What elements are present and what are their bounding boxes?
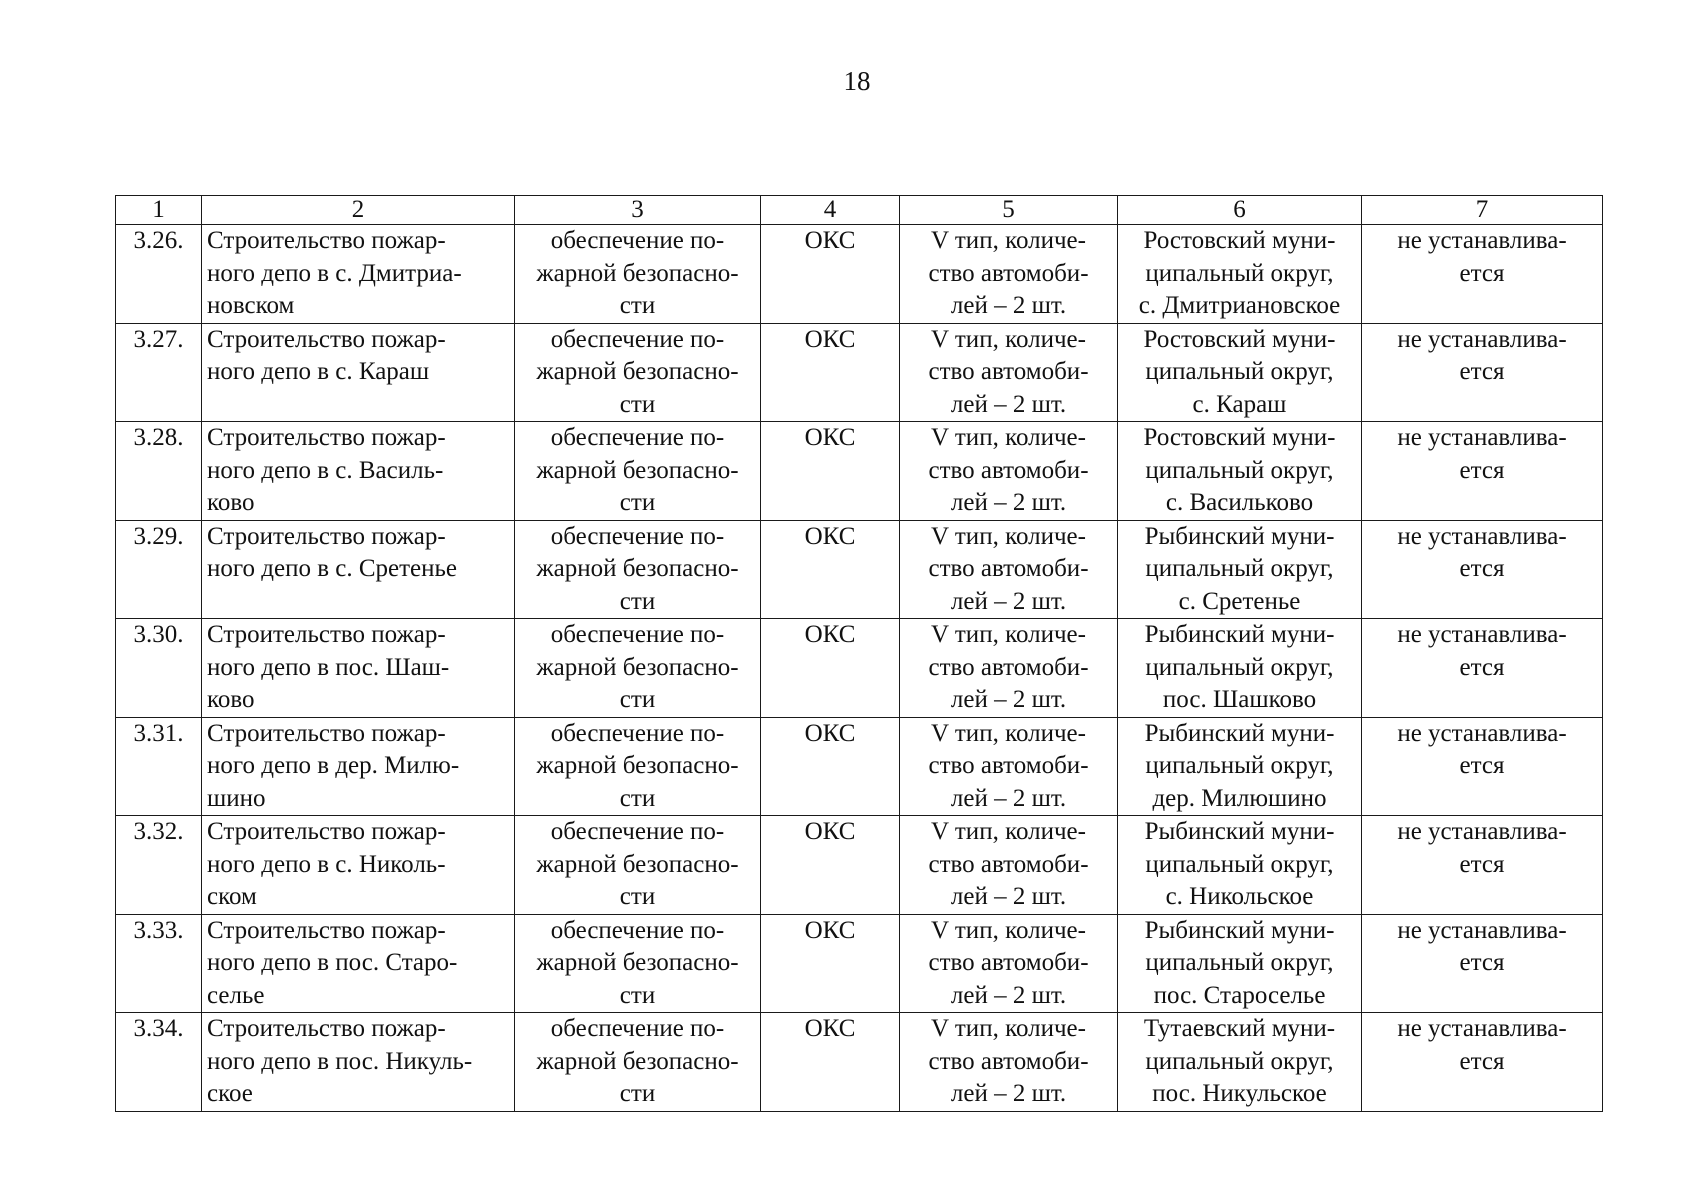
cell-text-line: сти <box>619 883 656 910</box>
cell-text-line: пос. Шашково <box>1162 686 1317 713</box>
cell-text-line: V тип, количе- <box>931 227 1086 254</box>
cell-text-line: обеспечение по- <box>550 424 725 451</box>
row-number-cell: 3.28. <box>116 422 202 521</box>
column-header: 5 <box>900 196 1118 225</box>
cell-text-line: новском <box>207 292 295 319</box>
object-type-cell: ОКС <box>761 520 900 619</box>
object-name-cell <box>202 914 515 1013</box>
specification-cell <box>900 914 1118 1013</box>
cell-text-line: V тип, количе- <box>931 818 1086 845</box>
cell-text-line: ного депо в с. Николь- <box>207 850 446 878</box>
cell-text-line: ство автомоби- <box>928 752 1089 779</box>
cell-text-line: ципальный округ, <box>1145 752 1334 779</box>
cell-text-line: V тип, количе- <box>931 325 1086 353</box>
object-name-cell <box>202 225 515 324</box>
cell-text-line: с. Никольское <box>1165 883 1314 910</box>
object-type-cell: ОКС <box>761 619 900 718</box>
purpose-cell <box>515 323 761 422</box>
cell-text-line: ется <box>1459 456 1505 484</box>
row-number-cell: 3.31. <box>116 717 202 816</box>
object-type-cell: ОКС <box>761 323 900 422</box>
location-cell <box>1118 816 1362 915</box>
cell-text-line: селье <box>207 981 265 1009</box>
cell-text-line: ципальный округ, <box>1145 555 1334 582</box>
cell-text-line: ется <box>1459 555 1505 582</box>
cell-text-line: Рыбинский муни- <box>1144 818 1335 845</box>
cell-text-line: V тип, количе- <box>931 1015 1086 1042</box>
cell-text-line: V тип, количе- <box>931 916 1086 944</box>
cell-text-line: жарной безопасно- <box>536 752 739 779</box>
cell-text-line: V тип, количе- <box>931 719 1086 747</box>
cell-text-line: жарной безопасно- <box>536 358 739 385</box>
object-name-cell <box>202 717 515 816</box>
purpose-cell <box>515 225 761 324</box>
cell-text-line: жарной безопасно- <box>536 1047 739 1075</box>
cell-text-line: лей – 2 шт. <box>950 784 1067 812</box>
cell-text-line: жарной безопасно- <box>536 949 739 976</box>
cell-text-line: ство автомоби- <box>928 653 1089 681</box>
zone-note-cell <box>1362 323 1603 422</box>
cell-text-line: Ростовский муни- <box>1143 424 1336 451</box>
cell-text-line: лей – 2 шт. <box>950 489 1067 516</box>
cell-text-line: ется <box>1459 259 1505 287</box>
cell-text-line: ется <box>1459 752 1505 779</box>
purpose-cell <box>515 914 761 1013</box>
cell-text-line: лей – 2 шт. <box>950 686 1067 713</box>
cell-text-line: жарной безопасно- <box>536 259 739 287</box>
cell-text-line: ское <box>207 1080 253 1107</box>
table-row <box>116 816 1603 915</box>
cell-text-line: Строительство пожар- <box>207 1015 446 1042</box>
cell-text-line: ципальный округ, <box>1145 259 1334 287</box>
cell-text-line: Рыбинский муни- <box>1144 621 1335 648</box>
location-cell <box>1118 225 1362 324</box>
cell-text-line: сти <box>619 686 656 713</box>
cell-text-line: ного депо в пос. Никуль- <box>207 1047 473 1075</box>
cell-text-line: сти <box>619 390 656 418</box>
cell-text-line: не устанавлива- <box>1397 621 1567 648</box>
cell-text-line: сти <box>619 292 656 319</box>
cell-text-line: не устанавлива- <box>1397 424 1567 451</box>
purpose-cell <box>515 717 761 816</box>
cell-text-line: ково <box>207 686 255 713</box>
cell-text-line: сти <box>619 489 656 516</box>
cell-text-line: обеспечение по- <box>550 916 725 944</box>
location-cell <box>1118 1013 1362 1112</box>
cell-text-line: ципальный округ, <box>1145 949 1334 976</box>
cell-text-line: дер. Милюшино <box>1152 784 1327 812</box>
cell-text-line: Ростовский муни- <box>1143 227 1336 254</box>
cell-text-line: ципальный округ, <box>1145 358 1334 385</box>
cell-text-line: лей – 2 шт. <box>950 587 1067 615</box>
zone-note-cell <box>1362 619 1603 718</box>
cell-text-line: не устанавлива- <box>1397 719 1567 747</box>
cell-text-line: сти <box>619 587 656 615</box>
cell-text-line: V тип, количе- <box>931 522 1086 550</box>
row-number-cell: 3.33. <box>116 914 202 1013</box>
cell-text-line: обеспечение по- <box>550 227 725 254</box>
cell-text-line: обеспечение по- <box>550 621 725 648</box>
cell-text-line: V тип, количе- <box>931 621 1086 648</box>
column-header: 3 <box>515 196 761 225</box>
specification-cell <box>900 520 1118 619</box>
cell-text-line: лей – 2 шт. <box>950 981 1067 1009</box>
purpose-cell <box>515 619 761 718</box>
cell-text-line: с. Караш <box>1192 390 1287 418</box>
cell-text-line: обеспечение по- <box>550 1015 725 1042</box>
cell-text-line: пос. Никульское <box>1152 1080 1327 1107</box>
cell-text-line: ципальный округ, <box>1145 1047 1334 1075</box>
zone-note-cell <box>1362 422 1603 521</box>
object-type-cell: ОКС <box>761 422 900 521</box>
cell-text-line: сти <box>619 981 656 1009</box>
cell-text-line: сти <box>619 1080 656 1107</box>
zone-note-cell <box>1362 717 1603 816</box>
cell-text-line: Ростовский муни- <box>1143 325 1336 353</box>
cell-text-line: Рыбинский муни- <box>1144 719 1335 747</box>
cell-text-line: обеспечение по- <box>550 719 725 747</box>
cell-text-line: жарной безопасно- <box>536 555 739 582</box>
cell-text-line: ство автомоби- <box>928 555 1089 582</box>
object-name-cell <box>202 816 515 915</box>
object-type-cell: ОКС <box>761 816 900 915</box>
cell-text-line: ется <box>1459 850 1505 878</box>
location-cell <box>1118 914 1362 1013</box>
cell-text-line: Строительство пожар- <box>207 522 446 550</box>
table-row <box>116 520 1603 619</box>
cell-text-line: Строительство пожар- <box>207 227 446 254</box>
objects-table <box>115 195 1603 1112</box>
location-cell <box>1118 619 1362 718</box>
column-number-row <box>116 196 1603 225</box>
cell-text-line: ется <box>1459 653 1505 681</box>
cell-text-line: ство автомоби- <box>928 456 1089 484</box>
location-cell <box>1118 323 1362 422</box>
cell-text-line: Строительство пожар- <box>207 916 446 944</box>
specification-cell <box>900 816 1118 915</box>
cell-text-line: ется <box>1459 1047 1505 1075</box>
cell-text-line: ного депо в пос. Старо- <box>207 949 458 976</box>
cell-text-line: ного депо в с. Василь- <box>207 456 444 484</box>
row-number-cell: 3.26. <box>116 225 202 324</box>
cell-text-line: ципальный округ, <box>1145 653 1334 681</box>
column-header: 7 <box>1362 196 1603 225</box>
cell-text-line: лей – 2 шт. <box>950 883 1067 910</box>
cell-text-line: с. Сретенье <box>1178 587 1301 615</box>
cell-text-line: жарной безопасно- <box>536 653 739 681</box>
purpose-cell <box>515 816 761 915</box>
cell-text-line: не устанавлива- <box>1397 1015 1567 1042</box>
cell-text-line: ется <box>1459 949 1505 976</box>
cell-text-line: не устанавлива- <box>1397 818 1567 845</box>
row-number-cell: 3.27. <box>116 323 202 422</box>
object-name-cell <box>202 619 515 718</box>
cell-text-line: не устанавлива- <box>1397 522 1567 550</box>
cell-text-line: V тип, количе- <box>931 424 1086 451</box>
object-type-cell: ОКС <box>761 914 900 1013</box>
cell-text-line: ципальный округ, <box>1145 850 1334 878</box>
location-cell <box>1118 717 1362 816</box>
cell-text-line: ство автомоби- <box>928 259 1089 287</box>
object-type-cell: ОКС <box>761 1013 900 1112</box>
row-number-cell: 3.34. <box>116 1013 202 1112</box>
cell-text-line: Строительство пожар- <box>207 621 446 648</box>
purpose-cell <box>515 1013 761 1112</box>
cell-text-line: ство автомоби- <box>928 1047 1089 1075</box>
cell-text-line: с. Дмитриановское <box>1138 292 1341 319</box>
cell-text-line: жарной безопасно- <box>536 850 739 878</box>
row-number-cell: 3.29. <box>116 520 202 619</box>
cell-text-line: пос. Староселье <box>1153 981 1326 1009</box>
object-type-cell: ОКС <box>761 717 900 816</box>
location-cell <box>1118 520 1362 619</box>
cell-text-line: ного депо в с. Караш <box>207 358 430 385</box>
object-type-cell: ОКС <box>761 225 900 324</box>
table-row <box>116 323 1603 422</box>
cell-text-line: ском <box>207 883 257 910</box>
cell-text-line: не устанавлива- <box>1397 325 1567 353</box>
cell-text-line: Тутаевский муни- <box>1143 1015 1336 1042</box>
zone-note-cell <box>1362 816 1603 915</box>
cell-text-line: ется <box>1459 358 1505 385</box>
row-number-cell: 3.30. <box>116 619 202 718</box>
cell-text-line: ного депо в с. Дмитриа- <box>207 259 462 287</box>
page-number: 18 <box>843 66 871 96</box>
cell-text-line: ство автомоби- <box>928 358 1089 385</box>
location-cell <box>1118 422 1362 521</box>
table-row <box>116 1013 1603 1112</box>
cell-text-line: ково <box>207 489 255 516</box>
table-row <box>116 422 1603 521</box>
cell-text-line: ного депо в дер. Милю- <box>207 752 460 779</box>
table-row <box>116 619 1603 718</box>
object-name-cell <box>202 422 515 521</box>
cell-text-line: лей – 2 шт. <box>950 390 1067 418</box>
cell-text-line: шино <box>207 784 266 812</box>
cell-text-line: ципальный округ, <box>1145 456 1334 484</box>
zone-note-cell <box>1362 914 1603 1013</box>
cell-text-line: Строительство пожар- <box>207 424 446 451</box>
cell-text-line: сти <box>619 784 656 812</box>
object-name-cell <box>202 323 515 422</box>
cell-text-line: ного депо в с. Сретенье <box>207 555 458 582</box>
object-name-cell <box>202 1013 515 1112</box>
cell-text-line: Строительство пожар- <box>207 325 446 353</box>
cell-text-line: ного депо в пос. Шаш- <box>207 653 450 681</box>
cell-text-line: обеспечение по- <box>550 818 725 845</box>
column-header: 2 <box>202 196 515 225</box>
cell-text-line: Рыбинский муни- <box>1144 522 1335 550</box>
cell-text-line: с. Васильково <box>1165 489 1314 516</box>
cell-text-line: ство автомоби- <box>928 949 1089 976</box>
cell-text-line: жарной безопасно- <box>536 456 739 484</box>
specification-cell <box>900 717 1118 816</box>
specification-cell <box>900 1013 1118 1112</box>
cell-text-line: Рыбинский муни- <box>1144 916 1335 944</box>
cell-text-line: не устанавлива- <box>1397 227 1567 254</box>
purpose-cell <box>515 520 761 619</box>
table-row <box>116 717 1603 816</box>
purpose-cell <box>515 422 761 521</box>
table-row <box>116 225 1603 324</box>
cell-text-line: ство автомоби- <box>928 850 1089 878</box>
cell-text-line: не устанавлива- <box>1397 916 1567 944</box>
object-name-cell <box>202 520 515 619</box>
specification-cell <box>900 323 1118 422</box>
column-header: 6 <box>1118 196 1362 225</box>
cell-text-line: обеспечение по- <box>550 522 725 550</box>
zone-note-cell <box>1362 1013 1603 1112</box>
column-header: 1 <box>116 196 202 225</box>
row-number-cell: 3.32. <box>116 816 202 915</box>
cell-text-line: обеспечение по- <box>550 325 725 353</box>
cell-text-line: лей – 2 шт. <box>950 292 1067 319</box>
cell-text-line: Строительство пожар- <box>207 818 446 845</box>
specification-cell <box>900 619 1118 718</box>
table-row <box>116 914 1603 1013</box>
specification-cell <box>900 225 1118 324</box>
specification-cell <box>900 422 1118 521</box>
cell-text-line: Строительство пожар- <box>207 719 446 747</box>
column-header: 4 <box>761 196 900 225</box>
cell-text-line: лей – 2 шт. <box>950 1080 1067 1107</box>
zone-note-cell <box>1362 225 1603 324</box>
zone-note-cell <box>1362 520 1603 619</box>
